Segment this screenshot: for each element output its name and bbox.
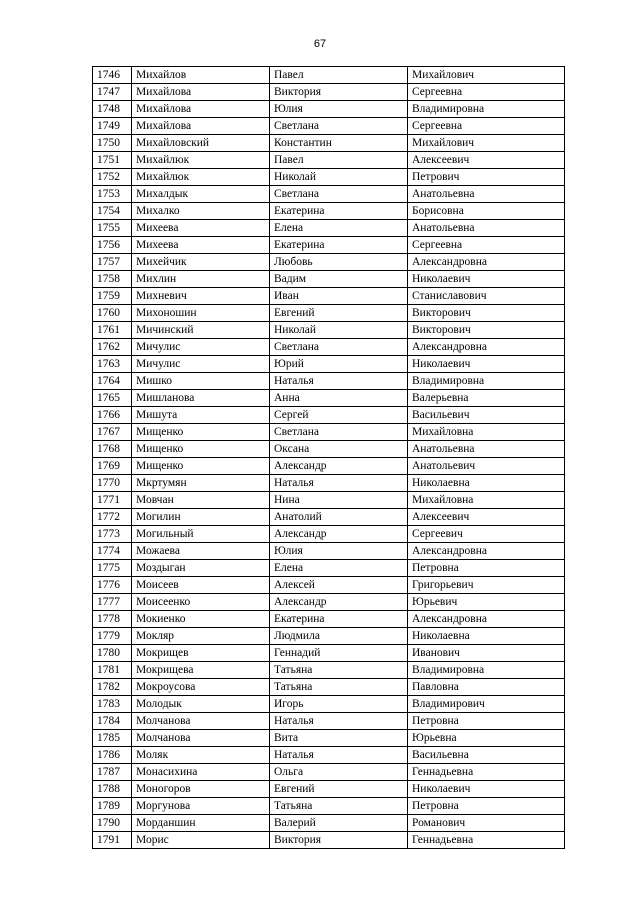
table-row [93, 628, 565, 645]
patronymic-cell: Сергеевна [408, 84, 565, 101]
last-name-cell: Могилин [132, 509, 270, 526]
patronymic-cell: Петровна [408, 560, 565, 577]
table-row [93, 713, 565, 730]
table-row [93, 781, 565, 798]
row-number-cell: 1785 [93, 730, 132, 747]
patronymic-cell: Михайловна [408, 492, 565, 509]
last-name-cell: Михоношин [132, 305, 270, 322]
first-name-cell: Алексей [270, 577, 408, 594]
last-name-cell: Моздыган [132, 560, 270, 577]
row-number-cell: 1783 [93, 696, 132, 713]
row-number-cell: 1786 [93, 747, 132, 764]
first-name-cell: Николай [270, 169, 408, 186]
patronymic-cell: Михайлович [408, 135, 565, 152]
patronymic-cell: Петровна [408, 798, 565, 815]
first-name-cell: Наталья [270, 747, 408, 764]
last-name-cell: Мишланова [132, 390, 270, 407]
first-name-cell: Виктория [270, 832, 408, 849]
row-number-cell: 1748 [93, 101, 132, 118]
patronymic-cell: Владимировна [408, 101, 565, 118]
row-number-cell: 1790 [93, 815, 132, 832]
first-name-cell: Юлия [270, 101, 408, 118]
table-row [93, 407, 565, 424]
last-name-cell: Михайловский [132, 135, 270, 152]
row-number-cell: 1771 [93, 492, 132, 509]
last-name-cell: Мокроусова [132, 679, 270, 696]
row-number-cell: 1775 [93, 560, 132, 577]
last-name-cell: Мкртумян [132, 475, 270, 492]
row-number-cell: 1768 [93, 441, 132, 458]
first-name-cell: Светлана [270, 118, 408, 135]
table-row [93, 560, 565, 577]
table-row [93, 135, 565, 152]
table-row [93, 254, 565, 271]
row-number-cell: 1762 [93, 339, 132, 356]
last-name-cell: Михайлюк [132, 169, 270, 186]
first-name-cell: Наталья [270, 713, 408, 730]
last-name-cell: Моисеев [132, 577, 270, 594]
last-name-cell: Можаева [132, 543, 270, 560]
row-number-cell: 1747 [93, 84, 132, 101]
patronymic-cell: Романович [408, 815, 565, 832]
first-name-cell: Николай [270, 322, 408, 339]
patronymic-cell: Александровна [408, 611, 565, 628]
row-number-cell: 1780 [93, 645, 132, 662]
first-name-cell: Екатерина [270, 203, 408, 220]
first-name-cell: Юлия [270, 543, 408, 560]
patronymic-cell: Сергеевна [408, 237, 565, 254]
first-name-cell: Вита [270, 730, 408, 747]
table-row [93, 424, 565, 441]
row-number-cell: 1787 [93, 764, 132, 781]
row-number-cell: 1777 [93, 594, 132, 611]
table-row [93, 390, 565, 407]
roster-table [92, 66, 565, 849]
table-row [93, 203, 565, 220]
row-number-cell: 1773 [93, 526, 132, 543]
row-number-cell: 1750 [93, 135, 132, 152]
last-name-cell: Молчанова [132, 713, 270, 730]
patronymic-cell: Александровна [408, 339, 565, 356]
last-name-cell: Мищенко [132, 458, 270, 475]
table-row [93, 237, 565, 254]
row-number-cell: 1766 [93, 407, 132, 424]
patronymic-cell: Николаевич [408, 356, 565, 373]
first-name-cell: Виктория [270, 84, 408, 101]
table-row [93, 186, 565, 203]
row-number-cell: 1789 [93, 798, 132, 815]
first-name-cell: Светлана [270, 424, 408, 441]
table-row [93, 118, 565, 135]
last-name-cell: Михайлова [132, 101, 270, 118]
patronymic-cell: Владимировна [408, 662, 565, 679]
patronymic-cell: Анатольевна [408, 220, 565, 237]
row-number-cell: 1751 [93, 152, 132, 169]
row-number-cell: 1746 [93, 67, 132, 84]
row-number-cell: 1779 [93, 628, 132, 645]
first-name-cell: Юрий [270, 356, 408, 373]
row-number-cell: 1782 [93, 679, 132, 696]
first-name-cell: Павел [270, 67, 408, 84]
last-name-cell: Михалдык [132, 186, 270, 203]
patronymic-cell: Юрьевна [408, 730, 565, 747]
page-number: 67 [313, 38, 327, 50]
table-row [93, 492, 565, 509]
table-row [93, 101, 565, 118]
last-name-cell: Михеева [132, 237, 270, 254]
table-row [93, 611, 565, 628]
last-name-cell: Морис [132, 832, 270, 849]
patronymic-cell: Валерьевна [408, 390, 565, 407]
patronymic-cell: Николаевна [408, 628, 565, 645]
table-row [93, 696, 565, 713]
patronymic-cell: Павловна [408, 679, 565, 696]
last-name-cell: Михневич [132, 288, 270, 305]
row-number-cell: 1754 [93, 203, 132, 220]
table-row [93, 730, 565, 747]
first-name-cell: Александр [270, 458, 408, 475]
table-row [93, 594, 565, 611]
first-name-cell: Светлана [270, 339, 408, 356]
row-number-cell: 1755 [93, 220, 132, 237]
first-name-cell: Нина [270, 492, 408, 509]
last-name-cell: Мичинский [132, 322, 270, 339]
first-name-cell: Евгений [270, 781, 408, 798]
table-row [93, 271, 565, 288]
patronymic-cell: Анатольевна [408, 441, 565, 458]
row-number-cell: 1763 [93, 356, 132, 373]
last-name-cell: Моисеенко [132, 594, 270, 611]
first-name-cell: Людмила [270, 628, 408, 645]
first-name-cell: Елена [270, 560, 408, 577]
row-number-cell: 1764 [93, 373, 132, 390]
roster-body [93, 67, 565, 849]
first-name-cell: Анатолий [270, 509, 408, 526]
table-row [93, 322, 565, 339]
last-name-cell: Михайлова [132, 84, 270, 101]
patronymic-cell: Алексеевич [408, 152, 565, 169]
table-row [93, 458, 565, 475]
last-name-cell: Михалко [132, 203, 270, 220]
row-number-cell: 1791 [93, 832, 132, 849]
table-row [93, 220, 565, 237]
patronymic-cell: Сергеевна [408, 118, 565, 135]
patronymic-cell: Борисовна [408, 203, 565, 220]
last-name-cell: Мокрищева [132, 662, 270, 679]
table-row [93, 815, 565, 832]
patronymic-cell: Николаевич [408, 271, 565, 288]
last-name-cell: Мовчан [132, 492, 270, 509]
table-row [93, 832, 565, 849]
first-name-cell: Павел [270, 152, 408, 169]
first-name-cell: Светлана [270, 186, 408, 203]
patronymic-cell: Николаевна [408, 475, 565, 492]
table-row [93, 84, 565, 101]
first-name-cell: Наталья [270, 373, 408, 390]
patronymic-cell: Сергеевич [408, 526, 565, 543]
patronymic-cell: Васильевна [408, 747, 565, 764]
table-row [93, 67, 565, 84]
patronymic-cell: Иванович [408, 645, 565, 662]
patronymic-cell: Григорьевич [408, 577, 565, 594]
first-name-cell: Вадим [270, 271, 408, 288]
row-number-cell: 1761 [93, 322, 132, 339]
last-name-cell: Михлин [132, 271, 270, 288]
row-number-cell: 1760 [93, 305, 132, 322]
table-row [93, 356, 565, 373]
row-number-cell: 1757 [93, 254, 132, 271]
patronymic-cell: Алексеевич [408, 509, 565, 526]
patronymic-cell: Владимировна [408, 373, 565, 390]
last-name-cell: Михайлюк [132, 152, 270, 169]
first-name-cell: Любовь [270, 254, 408, 271]
patronymic-cell: Викторович [408, 305, 565, 322]
row-number-cell: 1749 [93, 118, 132, 135]
table-row [93, 373, 565, 390]
first-name-cell: Александр [270, 526, 408, 543]
last-name-cell: Мишута [132, 407, 270, 424]
first-name-cell: Геннадий [270, 645, 408, 662]
last-name-cell: Морданшин [132, 815, 270, 832]
table-row [93, 662, 565, 679]
last-name-cell: Мищенко [132, 424, 270, 441]
table-row [93, 169, 565, 186]
patronymic-cell: Николаевич [408, 781, 565, 798]
last-name-cell: Моргунова [132, 798, 270, 815]
last-name-cell: Мокрищев [132, 645, 270, 662]
patronymic-cell: Александровна [408, 543, 565, 560]
table-row [93, 441, 565, 458]
last-name-cell: Монасихина [132, 764, 270, 781]
row-number-cell: 1781 [93, 662, 132, 679]
first-name-cell: Александр [270, 594, 408, 611]
first-name-cell: Евгений [270, 305, 408, 322]
last-name-cell: Мичулис [132, 356, 270, 373]
row-number-cell: 1784 [93, 713, 132, 730]
row-number-cell: 1772 [93, 509, 132, 526]
table-row [93, 764, 565, 781]
table-row [93, 288, 565, 305]
row-number-cell: 1765 [93, 390, 132, 407]
patronymic-cell: Михайлович [408, 67, 565, 84]
patronymic-cell: Геннадьевна [408, 832, 565, 849]
row-number-cell: 1774 [93, 543, 132, 560]
last-name-cell: Михейчик [132, 254, 270, 271]
first-name-cell: Сергей [270, 407, 408, 424]
last-name-cell: Моляк [132, 747, 270, 764]
patronymic-cell: Александровна [408, 254, 565, 271]
first-name-cell: Татьяна [270, 679, 408, 696]
patronymic-cell: Геннадьевна [408, 764, 565, 781]
table-row [93, 577, 565, 594]
patronymic-cell: Анатольевич [408, 458, 565, 475]
patronymic-cell: Васильевич [408, 407, 565, 424]
row-number-cell: 1778 [93, 611, 132, 628]
row-number-cell: 1758 [93, 271, 132, 288]
table-row [93, 475, 565, 492]
table-row [93, 509, 565, 526]
row-number-cell: 1788 [93, 781, 132, 798]
patronymic-cell: Михайловна [408, 424, 565, 441]
last-name-cell: Михайлов [132, 67, 270, 84]
first-name-cell: Оксана [270, 441, 408, 458]
last-name-cell: Мокиенко [132, 611, 270, 628]
last-name-cell: Мищенко [132, 441, 270, 458]
table-row [93, 543, 565, 560]
table-row [93, 339, 565, 356]
patronymic-cell: Петрович [408, 169, 565, 186]
patronymic-cell: Владимирович [408, 696, 565, 713]
row-number-cell: 1770 [93, 475, 132, 492]
first-name-cell: Екатерина [270, 237, 408, 254]
row-number-cell: 1756 [93, 237, 132, 254]
patronymic-cell: Юрьевич [408, 594, 565, 611]
table-row [93, 747, 565, 764]
row-number-cell: 1776 [93, 577, 132, 594]
first-name-cell: Игорь [270, 696, 408, 713]
first-name-cell: Татьяна [270, 662, 408, 679]
first-name-cell: Елена [270, 220, 408, 237]
table-row [93, 526, 565, 543]
last-name-cell: Мичулис [132, 339, 270, 356]
patronymic-cell: Станиславович [408, 288, 565, 305]
table-row [93, 305, 565, 322]
last-name-cell: Михеева [132, 220, 270, 237]
patronymic-cell: Петровна [408, 713, 565, 730]
table-row [93, 645, 565, 662]
last-name-cell: Моногоров [132, 781, 270, 798]
row-number-cell: 1752 [93, 169, 132, 186]
row-number-cell: 1769 [93, 458, 132, 475]
table-row [93, 152, 565, 169]
patronymic-cell: Анатольевна [408, 186, 565, 203]
last-name-cell: Молчанова [132, 730, 270, 747]
first-name-cell: Анна [270, 390, 408, 407]
first-name-cell: Екатерина [270, 611, 408, 628]
first-name-cell: Иван [270, 288, 408, 305]
first-name-cell: Константин [270, 135, 408, 152]
patronymic-cell: Викторович [408, 322, 565, 339]
row-number-cell: 1753 [93, 186, 132, 203]
first-name-cell: Наталья [270, 475, 408, 492]
last-name-cell: Молодык [132, 696, 270, 713]
table-row [93, 679, 565, 696]
row-number-cell: 1759 [93, 288, 132, 305]
first-name-cell: Татьяна [270, 798, 408, 815]
row-number-cell: 1767 [93, 424, 132, 441]
last-name-cell: Мокляр [132, 628, 270, 645]
last-name-cell: Могильный [132, 526, 270, 543]
last-name-cell: Мишко [132, 373, 270, 390]
first-name-cell: Ольга [270, 764, 408, 781]
first-name-cell: Валерий [270, 815, 408, 832]
last-name-cell: Михайлова [132, 118, 270, 135]
table-row [93, 798, 565, 815]
